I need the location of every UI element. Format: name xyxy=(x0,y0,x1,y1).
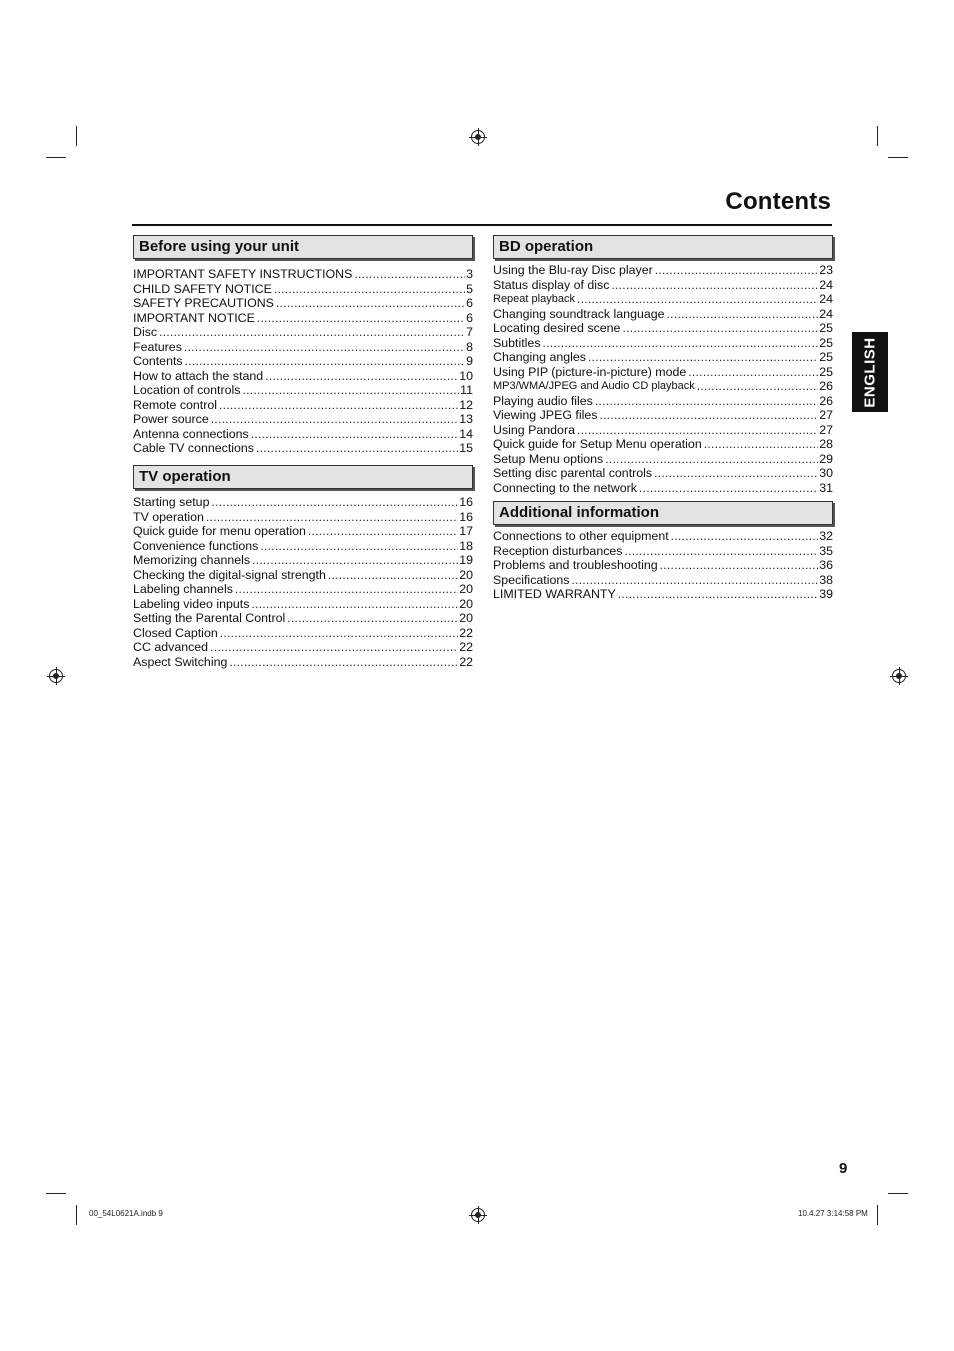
toc-entry-page: 27 xyxy=(819,408,833,422)
toc-entry-label: Cable TV connections xyxy=(133,441,254,455)
toc-entry-label: Playing audio files xyxy=(493,393,593,408)
toc-leader-dots xyxy=(704,437,818,452)
toc-entry-page: 25 xyxy=(819,350,833,364)
toc-leader-dots xyxy=(697,379,818,394)
toc-entry-label: Remote control xyxy=(133,397,218,412)
toc-entry-page: 36 xyxy=(819,558,833,572)
toc-leader-dots xyxy=(211,412,458,427)
toc-entry-page: 35 xyxy=(819,543,833,558)
toc-entry-page: 31 xyxy=(819,480,833,495)
toc-entry xyxy=(493,529,833,544)
toc-entry-page: 22 xyxy=(459,654,473,669)
toc-leader-dots xyxy=(242,383,459,398)
toc-entry-page: 5 xyxy=(466,281,473,296)
toc-leader-dots xyxy=(287,611,458,626)
toc-entry xyxy=(133,582,473,597)
toc-entry-page: 16 xyxy=(459,509,473,524)
toc-entry xyxy=(133,296,473,311)
toc-entry-page: 15 xyxy=(459,441,473,455)
toc-entry-page: 24 xyxy=(819,306,833,321)
toc-entry-label: IMPORTANT SAFETY INSTRUCTIONS xyxy=(133,267,353,281)
toc-section-before-using xyxy=(133,235,473,456)
toc-entry xyxy=(493,278,833,293)
toc-leader-dots xyxy=(229,655,458,670)
section-heading: BD operation xyxy=(493,235,833,259)
crop-mark xyxy=(76,126,77,146)
toc-leader-dots xyxy=(688,365,818,380)
slug-timestamp: 10.4.27 3:14:58 PM xyxy=(798,1209,868,1218)
toc-entry xyxy=(493,263,833,278)
toc-entry xyxy=(133,311,473,326)
toc-entry-label: Specifications xyxy=(493,572,570,587)
toc-entry-page: 10 xyxy=(459,368,473,383)
toc-entry-page: 16 xyxy=(459,495,473,509)
toc-leader-dots xyxy=(211,495,458,510)
toc-entry-page: 13 xyxy=(459,412,473,426)
toc-entry-page: 26 xyxy=(819,379,833,393)
toc-entry xyxy=(493,321,833,336)
toc-entry xyxy=(493,587,833,602)
toc-entry-label: Viewing JPEG files xyxy=(493,408,598,422)
toc-leader-dots xyxy=(577,423,818,438)
crop-mark xyxy=(877,126,878,146)
toc-leader-dots xyxy=(251,597,458,612)
toc-leader-dots xyxy=(618,587,818,602)
toc-entry-page: 19 xyxy=(459,553,473,567)
toc-entry xyxy=(133,553,473,568)
toc-entry-label: Location of controls xyxy=(133,383,241,397)
toc-entry-page: 8 xyxy=(466,339,473,354)
toc-entry-label: Quick guide for menu operation xyxy=(133,524,306,538)
toc-leader-dots xyxy=(235,582,458,597)
toc-entry xyxy=(493,423,833,438)
toc-entry xyxy=(133,267,473,282)
slug-file-name: 00_54L0621A.indb 9 xyxy=(89,1209,163,1218)
toc-entry-label: Setting the Parental Control xyxy=(133,611,286,625)
toc-entry-label: Using PIP (picture-in-picture) mode xyxy=(493,364,687,379)
toc-entry-label: Antenna connections xyxy=(133,426,249,441)
toc-entry xyxy=(493,336,833,351)
toc-leader-dots xyxy=(328,568,458,583)
toc-leader-dots xyxy=(639,481,818,496)
toc-entry-page: 20 xyxy=(459,596,473,611)
toc-entry-page: 3 xyxy=(466,267,473,281)
crop-mark xyxy=(888,157,908,158)
toc-entry-label: Aspect Switching xyxy=(133,654,228,669)
toc-entry-page: 22 xyxy=(459,640,473,654)
toc-entry-label: Closed Caption xyxy=(133,625,218,640)
toc-entry-page: 27 xyxy=(819,422,833,437)
toc-leader-dots xyxy=(257,311,465,326)
toc-entry xyxy=(493,350,833,365)
toc-entry xyxy=(133,354,473,369)
crop-mark xyxy=(46,157,66,158)
toc-entry-page: 6 xyxy=(466,310,473,325)
toc-leader-dots xyxy=(611,278,818,293)
toc-entry-page: 14 xyxy=(459,426,473,441)
toc-entry-label: Reception disturbances xyxy=(493,543,623,558)
toc-entry-label: Setup Menu options xyxy=(493,451,604,466)
toc-entry-page: 38 xyxy=(819,572,833,587)
toc-entry-label: Quick guide for Setup Menu operation xyxy=(493,437,702,451)
toc-leader-dots xyxy=(219,398,458,413)
toc-leader-dots xyxy=(274,282,465,297)
toc-entry xyxy=(493,408,833,423)
toc-entry xyxy=(493,481,833,496)
toc-leader-dots xyxy=(308,524,458,539)
language-tab-label: ENGLISH xyxy=(861,336,879,408)
toc-entry-label: Repeat playback xyxy=(493,293,575,305)
toc-entry-page: 22 xyxy=(459,625,473,640)
toc-entry xyxy=(493,544,833,559)
page-title: Contents xyxy=(725,188,831,215)
crop-mark xyxy=(46,1193,66,1194)
toc-entry-page: 20 xyxy=(459,567,473,582)
toc-entry-label: Status display of disc xyxy=(493,277,610,292)
toc-leader-dots xyxy=(265,369,458,384)
toc-leader-dots xyxy=(599,408,818,423)
toc-list xyxy=(493,529,833,602)
toc-entry-page: 12 xyxy=(459,397,473,412)
section-heading: Additional information xyxy=(493,501,833,525)
toc-entry xyxy=(133,495,473,510)
toc-entry-page: 39 xyxy=(819,587,833,601)
toc-entry-label: Power source xyxy=(133,412,209,426)
toc-entry-label: Checking the digital-signal strength xyxy=(133,567,326,582)
toc-leader-dots xyxy=(276,296,465,311)
toc-entry-label: How to attach the stand xyxy=(133,368,264,383)
toc-entry-label: Starting setup xyxy=(133,495,210,509)
toc-leader-dots xyxy=(571,573,818,588)
section-heading: TV operation xyxy=(133,465,473,489)
toc-leader-dots xyxy=(252,553,458,568)
toc-entry xyxy=(133,640,473,655)
toc-leader-dots xyxy=(260,539,458,554)
toc-entry-label: TV operation xyxy=(133,509,204,524)
toc-entry-page: 6 xyxy=(466,296,473,310)
title-rule xyxy=(132,224,832,226)
toc-entry xyxy=(493,394,833,409)
toc-leader-dots xyxy=(251,427,458,442)
section-heading: Before using your unit xyxy=(133,235,473,259)
registration-mark-icon xyxy=(471,1208,485,1222)
toc-leader-dots xyxy=(605,452,818,467)
toc-entry xyxy=(133,524,473,539)
toc-entry-label: Features xyxy=(133,339,182,354)
toc-entry xyxy=(493,292,833,307)
toc-entry-page: 11 xyxy=(460,383,473,397)
toc-leader-dots xyxy=(577,292,818,307)
toc-entry xyxy=(133,282,473,297)
toc-leader-dots xyxy=(655,263,818,278)
toc-entry xyxy=(133,510,473,525)
toc-entry-page: 20 xyxy=(459,582,473,596)
toc-leader-dots xyxy=(210,640,458,655)
toc-entry-label: Subtitles xyxy=(493,335,541,350)
toc-entry xyxy=(133,427,473,442)
toc-entry-page: 29 xyxy=(819,451,833,466)
toc-entry xyxy=(493,379,833,394)
toc-entry xyxy=(493,558,833,573)
toc-leader-dots xyxy=(660,558,819,573)
toc-entry-page: 32 xyxy=(819,529,833,543)
toc-entry-page: 18 xyxy=(459,538,473,553)
toc-entry-page: 20 xyxy=(459,611,473,625)
toc-entry-label: Using the Blu-ray Disc player xyxy=(493,263,653,277)
toc-entry-page: 17 xyxy=(459,524,473,538)
toc-entry xyxy=(133,597,473,612)
toc-entry-page: 24 xyxy=(819,292,833,306)
toc-entry-page: 25 xyxy=(819,335,833,350)
toc-entry-label: MP3/WMA/JPEG and Audio CD playback xyxy=(493,380,695,392)
toc-entry-label: CC advanced xyxy=(133,640,209,654)
toc-entry-page: 7 xyxy=(466,325,473,339)
registration-mark-icon xyxy=(471,130,485,144)
toc-list xyxy=(133,267,473,456)
crop-mark xyxy=(76,1205,77,1225)
toc-entry-label: Contents xyxy=(133,354,183,368)
toc-leader-dots xyxy=(543,336,819,351)
toc-entry xyxy=(493,573,833,588)
toc-entry-page: 26 xyxy=(819,393,833,408)
toc-leader-dots xyxy=(206,510,458,525)
toc-list xyxy=(133,495,473,669)
toc-leader-dots xyxy=(184,340,465,355)
toc-entry-label: LIMITED WARRANTY xyxy=(493,587,616,601)
toc-section-tv-operation xyxy=(133,465,473,669)
toc-entry-label: Labeling video inputs xyxy=(133,596,250,611)
toc-entry xyxy=(133,412,473,427)
toc-entry-label: Disc xyxy=(133,325,158,339)
toc-entry-label: Locating desired scene xyxy=(493,321,621,335)
toc-entry xyxy=(133,383,473,398)
toc-entry-label: Changing soundtrack language xyxy=(493,306,665,321)
toc-entry-page: 30 xyxy=(819,466,833,480)
toc-entry-label: Memorizing channels xyxy=(133,553,251,567)
crop-mark xyxy=(888,1193,908,1194)
toc-entry-label: Changing angles xyxy=(493,350,587,364)
toc-leader-dots xyxy=(595,394,818,409)
toc-entry-label: Connections to other equipment xyxy=(493,529,669,543)
toc-entry xyxy=(493,365,833,380)
toc-entry xyxy=(493,437,833,452)
toc-entry-page: 25 xyxy=(819,321,833,335)
toc-entry xyxy=(133,340,473,355)
toc-entry-label: SAFETY PRECAUTIONS xyxy=(133,296,274,310)
toc-leader-dots xyxy=(654,466,818,481)
toc-entry-label: CHILD SAFETY NOTICE xyxy=(133,281,272,296)
toc-entry xyxy=(133,325,473,340)
toc-entry xyxy=(133,568,473,583)
toc-entry-label: Labeling channels xyxy=(133,582,233,596)
toc-entry xyxy=(133,369,473,384)
toc-entry xyxy=(493,452,833,467)
toc-entry xyxy=(133,398,473,413)
toc-entry-label: Connecting to the network xyxy=(493,480,637,495)
toc-entry-page: 25 xyxy=(819,364,833,379)
language-tab xyxy=(852,332,888,412)
toc-leader-dots xyxy=(667,307,819,322)
toc-entry-page: 24 xyxy=(819,277,833,292)
toc-list xyxy=(493,263,833,495)
toc-entry-label: Setting disc parental controls xyxy=(493,466,653,480)
toc-leader-dots xyxy=(588,350,818,365)
toc-leader-dots xyxy=(159,325,465,340)
toc-entry xyxy=(133,611,473,626)
toc-leader-dots xyxy=(220,626,458,641)
toc-entry-label: Problems and troubleshooting xyxy=(493,558,658,572)
toc-entry xyxy=(133,655,473,670)
registration-mark-icon xyxy=(49,669,63,683)
page-number: 9 xyxy=(839,1160,848,1177)
toc-entry-page: 28 xyxy=(819,437,833,451)
toc-leader-dots xyxy=(185,354,466,369)
toc-entry xyxy=(493,307,833,322)
registration-mark-icon xyxy=(892,669,906,683)
toc-entry xyxy=(133,441,473,456)
toc-entry xyxy=(133,626,473,641)
toc-entry xyxy=(493,466,833,481)
toc-entry-label: Using Pandora xyxy=(493,422,575,437)
toc-leader-dots xyxy=(354,267,465,282)
toc-leader-dots xyxy=(622,321,818,336)
toc-entry xyxy=(133,539,473,554)
toc-section-additional-information xyxy=(493,501,833,602)
toc-leader-dots xyxy=(256,441,458,456)
toc-entry-page: 23 xyxy=(819,263,833,277)
toc-section-bd-operation xyxy=(493,235,833,495)
toc-entry-page: 9 xyxy=(466,354,473,368)
crop-mark xyxy=(877,1205,878,1225)
toc-entry-label: Convenience functions xyxy=(133,538,259,553)
toc-entry-label: IMPORTANT NOTICE xyxy=(133,310,255,325)
toc-leader-dots xyxy=(671,529,819,544)
toc-leader-dots xyxy=(625,544,819,559)
